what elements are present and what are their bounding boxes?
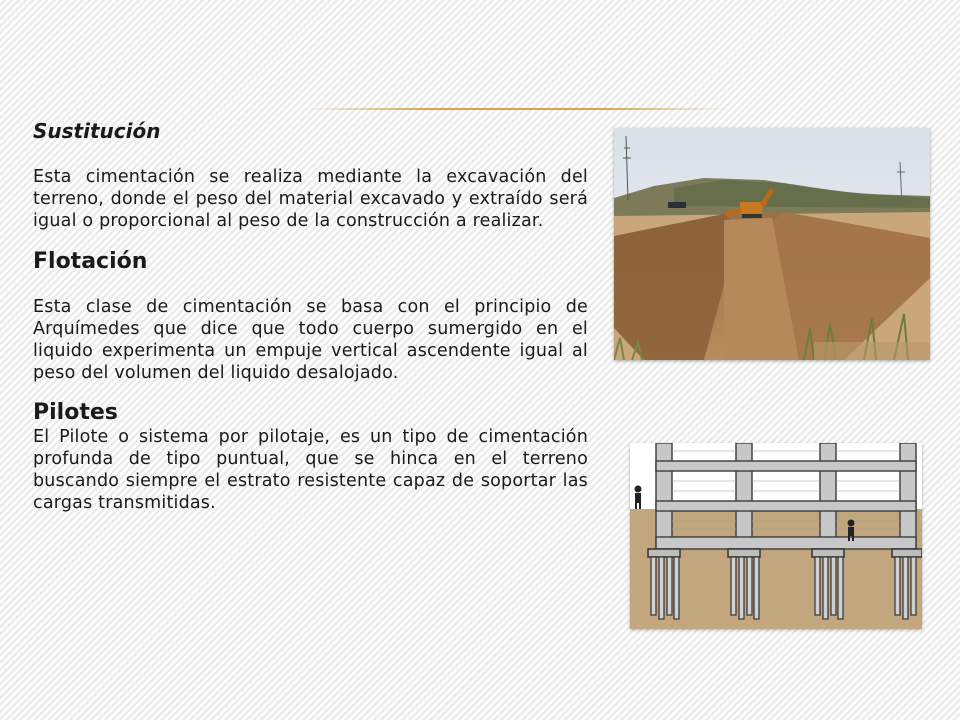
heading-pilotes: Pilotes (33, 400, 118, 425)
title-divider (300, 108, 730, 110)
paragraph-pilotes: El Pilote o sistema por pilotaje, es un tipo de cimentación profunda de tipo puntual, que se hinca en el terreno buscando siempre el estrato resistente capaz de soportar las cargas transmitidas. (33, 427, 588, 513)
excavation-photo (614, 128, 930, 360)
heading-flotacion: Flotación (33, 249, 148, 274)
heading-sustitucion: Sustitución (33, 119, 161, 143)
content-column (33, 118, 588, 514)
piles-diagram (630, 443, 922, 629)
paragraph-flotacion: Esta clase de cimentación se basa con el principio de Arquímedes que dice que todo cuerpo sumergido en el liquido experimenta un empuje vertical ascendente igual al peso del volumen del liquido desalojado. (33, 297, 588, 383)
paragraph-sustitucion: Esta cimentación se realiza mediante la excavación del terreno, donde el peso del material excavado y extraído será igual o proporcional al peso de la construcción a realizar. (33, 167, 588, 231)
